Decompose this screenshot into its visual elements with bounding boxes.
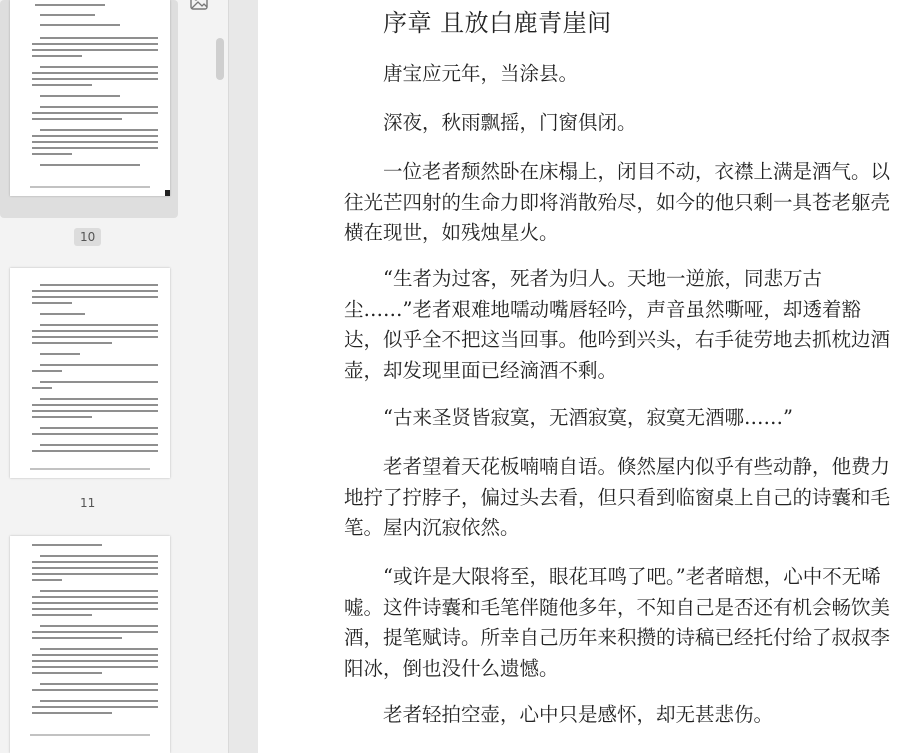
page-thumbnail-image — [10, 536, 170, 753]
page-thumbnail-10[interactable] — [0, 0, 178, 218]
sidebar-scrollbar[interactable] — [216, 38, 224, 80]
paragraph-1: 唐宝应元年，当涂县。 — [383, 62, 579, 85]
paragraph-8: 老者轻拍空壶，心中只是感怀，却无甚悲伤。 — [383, 703, 774, 726]
paragraph-5: “古来圣贤皆寂寞，无酒寂寞，寂寞无酒哪……” — [383, 406, 793, 429]
paragraph-3: 一位老者颓然卧在床榻上，闭目不动，衣襟上满是酒气。以 往光芒四射的生命力即将消散殆尽，如今的他只剩一具苍老躯壳 横在现世，如残烛星火。 — [344, 160, 891, 245]
paragraph-6: 老者望着天花板喃喃自语。倏然屋内似乎有些动静，他费力 地拧了拧脖子，偏过头去看，但只看到临窗桌上自己的诗囊和毛 笔。屋内沉寂依然。 — [344, 455, 891, 540]
page-thumbnail-image — [10, 268, 170, 478]
chapter-title: 序章 且放白鹿青崖间 — [383, 9, 612, 37]
page-number-label: 10 — [74, 228, 101, 246]
page-number-label: 11 — [80, 496, 96, 510]
page-thumbnail-12[interactable] — [0, 524, 178, 753]
image-icon[interactable] — [190, 0, 208, 10]
document-viewer[interactable] — [229, 0, 921, 753]
page-thumbnail-image — [10, 0, 170, 196]
document-page — [258, 0, 921, 753]
paragraph-7: “或许是大限将至，眼花耳鸣了吧。”老者暗想，心中不无唏 嘘。这件诗囊和毛笔伴随他多年，不知自己是否还有机会畅饮美 酒，提笔赋诗。所幸自己历年来积攒的诗稿已经托付给了叔叔李 阳冰，倒也没什么遗憾。 — [344, 565, 891, 680]
page-thumbnail-11[interactable] — [0, 256, 178, 488]
paragraph-2: 深夜，秋雨飘摇，门窗俱闭。 — [383, 111, 637, 134]
thumbnail-sidebar — [0, 0, 229, 753]
paragraph-4: “生者为过客，死者为归人。天地一逆旅，同悲万古 尘……”老者艰难地嚅动嘴唇轻吟，声音虽然嘶哑，却透着豁 达，似乎全不把这当回事。他吟到兴头，右手徒劳地去抓枕边酒 壶，却发现里面已经滴酒不剩。 — [344, 267, 891, 382]
